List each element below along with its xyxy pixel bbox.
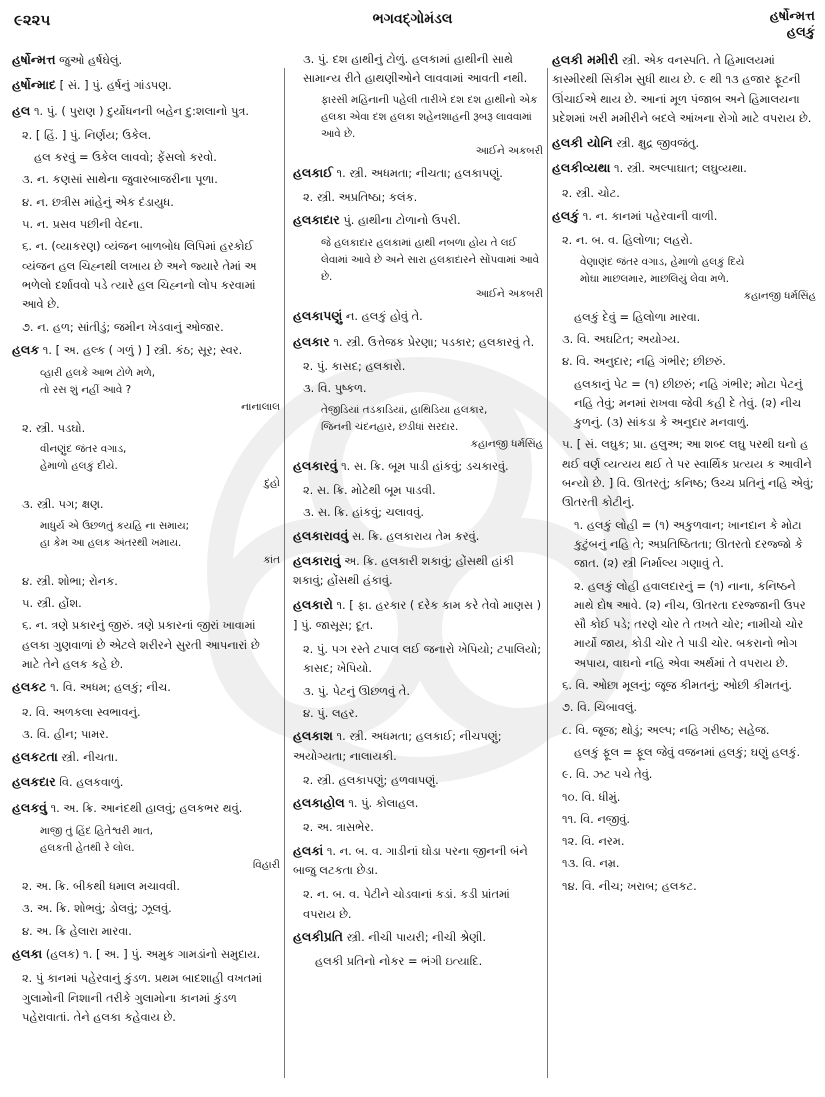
quotation-line: માધુર્ય એ ઉછળતું કયહિ ના સમાય; xyxy=(40,519,190,532)
sense-definition: ૩. સ્ત્રી. પગ; ક્ષણ. xyxy=(22,497,104,512)
definition-text: ૧. સ્ત્રી. ઉત્તેજક પ્રેરણા; પડકાર; હલકારવું તે. xyxy=(329,334,535,349)
headword: હલકટ xyxy=(12,679,47,695)
definition-text: સ્ત્રી. ક્ષુદ્ર જીવજંતુ. xyxy=(612,136,700,151)
sense-definition: ૩. વિ. પુષ્કળ. xyxy=(303,381,367,396)
sense-definition: ૪. અ. ક્રિ હેલારા મારવા. xyxy=(22,923,132,938)
sense-definition: ૨. પું. પગ રસ્તે ટપાલ લઈ જનારો ખેપિયો; ટપાલિયો; કાસદ; ખેપિયો. xyxy=(303,642,542,676)
sense-definition: ૨. સ્ત્રી. અપ્રતિષ્ઠા; કલંક. xyxy=(303,189,418,204)
usage-phrase: ૨. હલકું લોહી હવાલદારનું = (૧) નાના, કનિષ્ઠને માથે દોષ આવે. (૨) નીચ, ઊતરતા દરજ્જાની ઉપર સૌ કોઈ પડે; તરણે ચોર તે તખતે ચોર; નામીચો ચોર માર્યો જાય, કોડી ચોર તે પાડી ચોર. બકરાનો ભોગ અપાય, વાઘનો નહિ એવા અર્થમાં તે વપરાય છે. xyxy=(574,578,806,670)
quotation-line: ફારસી મહિનાની પહેલી તારીખે દશ દશ હાથીનો એક હલકા એવા દશ હલકા શહેનશાહની રૂબરૂ લાવવામાં આવે છે. xyxy=(321,93,538,140)
definition-text: ૧. પું. ( પુરાણ ) દુર્યોધનની બહેન દુ:શલાનો પુત્ર. xyxy=(30,103,250,118)
sense-definition: ૧૨. વિ. નરમ. xyxy=(562,834,625,849)
dictionary-entry xyxy=(12,798,280,818)
sense-definition: ૨. અ. ત્રાસભેર. xyxy=(303,820,374,835)
definition-text: ૧. [ અ. હલ્ક ( ગળું ) ] સ્ત્રી. કંઠ; સૂર; સ્વર. xyxy=(39,342,243,357)
dictionary-entry xyxy=(12,101,280,121)
quotation-source: આઈને અકબરી xyxy=(475,144,543,157)
headword: હલકીપ્રતિ xyxy=(293,928,343,944)
sense-definition: ૯. વિ. ઝટ પચે તેવું. xyxy=(562,767,653,782)
sense-definition: ૨. વિ. અળકલા સ્વભાવનું. xyxy=(22,704,141,719)
sense-definition: ૮. વિ. જૂજ; થોડું; અલ્પ; નહિ ગરીષ્ઠ; સહેજ. xyxy=(562,722,770,737)
dictionary-entry xyxy=(293,210,543,230)
quotation-source: કહાનજી ધર્મસિંહ xyxy=(743,289,816,302)
sense-definition: ૫. [ સં. લઘુક; પ્રા. હલુઅ; આ શબ્દ લઘુ પરથી ઘનો હ થઈ વર્ણ વ્યત્યય થઈ તે પર સ્વાર્થિક પ્રત્યય ક આવીને બન્યો છે. ] વિ. ઊતરતું; કનિષ્ઠ; ઉચ્ચ પ્રતિનું નહિ એવું; ઊતરતી કોટીનું. xyxy=(562,437,814,510)
sense-definition: ૨. પું કાનમાં પહેરવાનું કુંડળ. પ્રથમ બાદશાહી વખતમાં ગુલામોની નિશાની તરીકે ગુલામોના કાનમાં કુંડળ પહેરાવાતાં. તેને હલકા કહેવાય છે. xyxy=(22,971,262,1024)
headword: હલકારો xyxy=(293,597,333,613)
quotation-source: નાનાલાલ xyxy=(241,401,280,414)
quotation-line: તેજીડિયાં તડકાડિયાં, હાથિડિયા હલકાર, xyxy=(321,403,488,416)
definition-text: વિ. હલકવાળું. xyxy=(55,775,124,790)
column-divider xyxy=(284,68,285,1078)
sense-definition: ૩. વિ. હીન; પામર. xyxy=(22,726,109,741)
definition-text: સ. ક્રિ. હલકારાય તેમ કરવું. xyxy=(348,528,480,543)
definition-text: ૧. સ્ત્રી. અધમતા; નીચતા; હલકાપણું. xyxy=(332,165,503,180)
definition-text: ૧. પું. કોલાહલ. xyxy=(344,796,419,811)
headword: હલકાદાર xyxy=(293,212,340,228)
definition-text: ૧. અ. ક્રિ. આનંદથી હાલવું; હલકભર થવું. xyxy=(46,800,243,815)
sense-definition: ૫. સ્ત્રી. હોંશ. xyxy=(22,596,82,611)
definition-text: ૧. ન. બ. વ. ગાડીનાં ઘોડા પરના જીનની બંને બાજુ લટકતા છેડા. xyxy=(293,843,528,878)
dictionary-entry xyxy=(293,841,543,881)
sense-definition: ૨. [ હિં. ] પું. નિર્ણય; ઉકેલ. xyxy=(22,127,152,142)
definition-text: ૧. સ્ત્રી. અલ્પાઘાત; લઘુવ્યથા. xyxy=(610,161,747,176)
headword: હલ xyxy=(12,102,31,118)
sense-definition: ૩. વિ. અઘટિત; અયોગ્ય. xyxy=(562,331,681,346)
definition-text: (હલક) ૧. [ અ. ] પું. અમુક ગામડાંનો સમુદાય. xyxy=(42,946,261,961)
quotation-line: તો રસ શું નહીં આવે ? xyxy=(40,384,132,397)
sense-definition: ૨. સ્ત્રી. ચોટ. xyxy=(562,185,620,200)
sense-definition: ૪. વિ. અનુદાર; નહિ ગંભીર; છીછરું. xyxy=(562,354,726,369)
quotation-line: હેમાળો હલકું દીયે. xyxy=(40,460,118,473)
dictionary-entry xyxy=(293,163,543,183)
headword: હલકાઈ xyxy=(293,164,333,180)
column-2 xyxy=(293,50,543,1080)
headword: હલકારવું xyxy=(293,457,338,473)
usage-phrase: હલકું દેવું = હિલોળા મારવા. xyxy=(574,309,701,324)
headword: હલકારાવું xyxy=(293,552,341,568)
sense-definition: ૨. ન. બ. વ. હિલોળા; લહરો. xyxy=(562,233,693,248)
headword: હલકારાવવું xyxy=(293,527,349,543)
dictionary-entry xyxy=(552,133,816,153)
headword: હલકી મમીરી xyxy=(552,52,619,67)
headword: હલકીવ્યથા xyxy=(552,160,611,176)
quotation-line: હલકતી હેતથી રે લોલ. xyxy=(40,842,135,855)
dictionary-entry xyxy=(12,944,280,964)
sense-definition: ૬. ન. (વ્યાકરણ) વ્યંજન બાળબોધ લિપિમાં હરકોઈ વ્યંજન હલ ચિહ્નથી લખાય છે અને જ્યારે તેમાં અ ભળેલો દર્શાવવો પડે ત્યારે હલ ચિહ્નનો લોપ કરવામાં આવે છે. xyxy=(22,239,257,312)
usage-phrase: હલકી પ્રતિનો નોકર = ભંગી ઇત્યાદિ. xyxy=(315,954,483,969)
definition-text: સ્ત્રી. નીચતા. xyxy=(57,750,118,765)
quotation-line: હા કેમ આ હલક અંતરથી ખમાય. xyxy=(40,536,182,549)
definition-text: ૧. સ. ક્રિ. બૂમ પાડી હાંકવું; ડચકારવું. xyxy=(337,458,509,473)
usage-phrase: હલ કરવું = ઉકેલ લાવવો; ફેંસલો કરવો. xyxy=(34,150,217,165)
usage-phrase: હલકું ફૂલ = ફૂલ જેવું વજનમાં હલકું; ઘણું હલકું. xyxy=(574,744,801,759)
column-1 xyxy=(12,50,280,1080)
sense-definition: ૪. પું. લહર. xyxy=(303,705,359,720)
sense-definition: ૩. પું. દશ હાથીનું ટોળું. હલકામાં હાથીની સાથે સામાન્ય રીતે હાથણીઓને લાવવામાં આવતી નથી. xyxy=(303,52,528,86)
guide-words xyxy=(770,9,815,41)
definition-text: ૧. ન. કાનમાં પહેરવાની વાળી. xyxy=(579,209,718,224)
sense-definition: ૨. પું. કાસદ; હલકારો. xyxy=(303,359,406,374)
quotation-line: જિનની ચંદનહાર, છડીધાં સરદાર. xyxy=(321,420,459,433)
sense-definition: ૪. ન. છત્રીસ માંહેનું એક દંડાયુધ. xyxy=(22,194,174,209)
quotation-source: દુહો xyxy=(264,477,280,490)
dictionary-entry xyxy=(293,332,543,352)
headword: હર્ષોન્મત્ત xyxy=(12,52,56,67)
column-divider xyxy=(547,68,548,1078)
definition-text: [ સં. ] પું. હર્ષનું ગાંડપણ. xyxy=(56,78,172,93)
dictionary-entry xyxy=(12,340,280,360)
dictionary-entry xyxy=(552,50,816,128)
sense-definition: ૨. ન. બ. વ. પેટીને ચોડવાનાં કડાં. કડી પ્રાંતમાં વપરાય છે. xyxy=(303,887,510,921)
headword: હલકટતા xyxy=(12,749,58,765)
dictionary-entry xyxy=(12,75,280,95)
headword: હલકી યોનિ xyxy=(552,135,613,151)
definition-text: જુઓ હર્ષઘેલું. xyxy=(55,53,123,67)
headword: હલકાર xyxy=(293,333,330,349)
dictionary-entry xyxy=(293,456,543,476)
dictionary-entry xyxy=(12,50,280,70)
quotation-source: કહાનજી ધર્મસિંહ xyxy=(470,437,543,450)
column-3 xyxy=(552,50,816,1080)
sense-definition: ૭. ન. હળ; સાંતીડું; જમીન ખેડવાનું ઓજાર. xyxy=(22,319,224,334)
dictionary-entry xyxy=(293,306,543,326)
page-header xyxy=(0,0,825,48)
headword: હલકાશ xyxy=(293,728,333,744)
sense-definition: ૧૪. વિ. નીચ; ખરાબ; હલકટ. xyxy=(562,878,697,893)
sense-definition: ૧૧. વિ. નજીવું. xyxy=(562,811,631,826)
guide-word-last: હલકું xyxy=(786,25,815,40)
quotation-line: જે હલકાદાર હલકામાં હાથી નબળા હોય તે લઈ લેવામાં આવે છે અને સારા હલકાદારને સોંપવામાં આવે છે. xyxy=(321,237,540,284)
sense-definition: ૨. સ્ત્રી. હલકાપણું; હળવાપણું. xyxy=(303,772,439,787)
dictionary-entry xyxy=(293,526,543,546)
sense-definition: ૬. ન. ત્રણે પ્રકારનું જીરું. ત્રણે પ્રકારનાં જીરાં ખાવામાં હલકા ગુણવાળાં છે એટલે શરીરને સુરતી આપનારાં છે માટે તેને હલક કહે છે. xyxy=(22,618,260,671)
sense-definition: ૫. ન. પ્રસવ પછીની વેદના. xyxy=(22,217,143,232)
headword: હલક xyxy=(12,341,40,357)
headword: હલકાપણું xyxy=(293,308,343,324)
dictionary-columns xyxy=(0,50,825,1090)
sense-definition: ૩. અ. ક્રિ. શોભવું; ડોલવું; ઝૂલવું. xyxy=(22,901,172,916)
page-number: ૯૨૨૫ xyxy=(14,11,51,29)
definition-text: સ્ત્રી. નીચી પાયરી; નીચી શ્રેણી. xyxy=(342,929,486,944)
sense-definition: ૨. અ. ક્રિ. બીકથી ધમાલ મચાવવી. xyxy=(22,879,181,894)
sense-definition: ૨. સ. ક્રિ. મોટેથી બૂમ પાડવી. xyxy=(303,482,436,497)
sense-definition: ૧૦. વિ. ધીમું. xyxy=(562,789,621,804)
quotation-line: માજી તું હિંદ હિતેશ્વરી માત, xyxy=(40,825,154,838)
quotation-source: વિહારી xyxy=(252,859,280,872)
dictionary-entry xyxy=(293,595,543,635)
guide-word-first: હર્ષોન્મત્ત xyxy=(769,9,815,24)
sense-definition: ૭. વિ. ચિબાવલું. xyxy=(562,700,638,715)
sense-definition: ૪. સ્ત્રી. શોભા; રોનક. xyxy=(22,573,118,588)
usage-phrase: હલકાનું પેટ = (૧) છીછરું; નહિ ગંભીર; મોટા પેટનું નહિ તેવું; મનમાં રાખવા જેવી કહી દે તેવું. (૨) નીચ કુળનું. (૩) સાંકડા કે અનુદાર મનવાળું. xyxy=(574,376,803,430)
dictionary-entry xyxy=(12,772,280,792)
headword: હલકાં xyxy=(293,842,324,858)
sense-definition: ૩. સ. ક્રિ. હાંકવું; ચલાવવું. xyxy=(303,505,424,520)
sense-definition: ૨. સ્ત્રી. પડઘો. xyxy=(22,421,86,436)
headword: હલકાહોલ xyxy=(293,795,345,811)
definition-text: પું. હાથીના ટોળાનો ઉપરી. xyxy=(339,213,461,228)
dictionary-entry xyxy=(12,747,280,767)
definition-text: ૧. [ ફા. હરકાર ( દરેક કામ કરે તેવો માણસ ) ] પું. જાસૂસ; દૂત. xyxy=(293,598,542,632)
sense-definition: ૩. પું. પેટનું ઊછળવું તે. xyxy=(303,683,410,698)
dictionary-entry xyxy=(12,677,280,697)
sense-definition: ૩. ન. કણસાં સાથેના જુવારબાજરીના પૂળા. xyxy=(22,172,218,187)
sense-definition: ૧૩. વિ. નમ્ર. xyxy=(562,856,620,871)
headword: હલકદાર xyxy=(12,774,56,790)
headword: હલકવું xyxy=(12,799,47,815)
dictionary-entry xyxy=(293,927,543,947)
definition-text: સ્ત્રી. એક વનસ્પતિ. તે હિમાલયમાં કાસ્મીરથી સિકીમ સુધી થાય છે. ૯ થી ૧૩ હજાર ફૂટની ઊંચાઈએ થાય છે. આનાં મૂળ પંજાબ અને હિમાલયના પ્રદેશમાં ખરી મમીરીને બદલે આંખના રોગો માટે વપરાય છે. xyxy=(552,53,812,125)
quotation-source: આઈને અકબરી xyxy=(475,288,543,301)
dictionary-entry xyxy=(293,793,543,813)
usage-phrase: ૧. હલકું લોહી = (૧) અકુળવાન; ખાનદાન કે મોટા કુટુંબનું નહિ તે; અપ્રતિષ્ઠિતતા; ઊતરતો દરજ્જો કે જાત. (૨) સ્ત્રી નિર્માલ્ય ગણાવું તે. xyxy=(574,517,803,571)
headword: હલકા xyxy=(12,945,43,961)
definition-text: ન. હલકું હોવું તે. xyxy=(342,309,423,324)
dictionary-entry xyxy=(552,158,816,178)
book-title: ભગવદ્ગોમંડલ xyxy=(372,11,453,27)
quotation-line: મોઘા માછલમાર, માછલિયું લેવા મળે. xyxy=(580,272,730,285)
quotation-line: વેણાણંદ જંતર વગાડ, હેમાળો હલકું દિયે xyxy=(580,255,745,268)
definition-text: ૧. સ્ત્રી. અધમતા; હલકાઈ; નીચપણું; અયોગ્યતા; નાલાયકી. xyxy=(293,729,502,763)
headword: હર્ષોન્માદ xyxy=(12,77,57,93)
dictionary-entry xyxy=(293,726,543,766)
dictionary-entry xyxy=(552,206,816,226)
quotation-line: વ્હારી હલકે આભ ટોળે મળે, xyxy=(40,367,156,380)
definition-text: અ. ક્રિ. હલકારી શકાવું; હોંસથી હાંકી શકાવું; હોંસથી હંકાવું. xyxy=(293,553,514,588)
dictionary-entry xyxy=(293,551,543,591)
definition-text: ૧. વિ. અધમ; હલકું; નીચ. xyxy=(46,680,171,695)
quotation-line: વીનણુંદ જંતર વગાડ, xyxy=(40,443,127,456)
sense-definition: ૬. વિ. ઓછા મૂલનું; જૂજ કીમતનું; ઓછી કીમતનું. xyxy=(562,678,793,693)
headword: હલકું xyxy=(552,208,580,224)
quotation-source: કાંત xyxy=(263,553,280,566)
